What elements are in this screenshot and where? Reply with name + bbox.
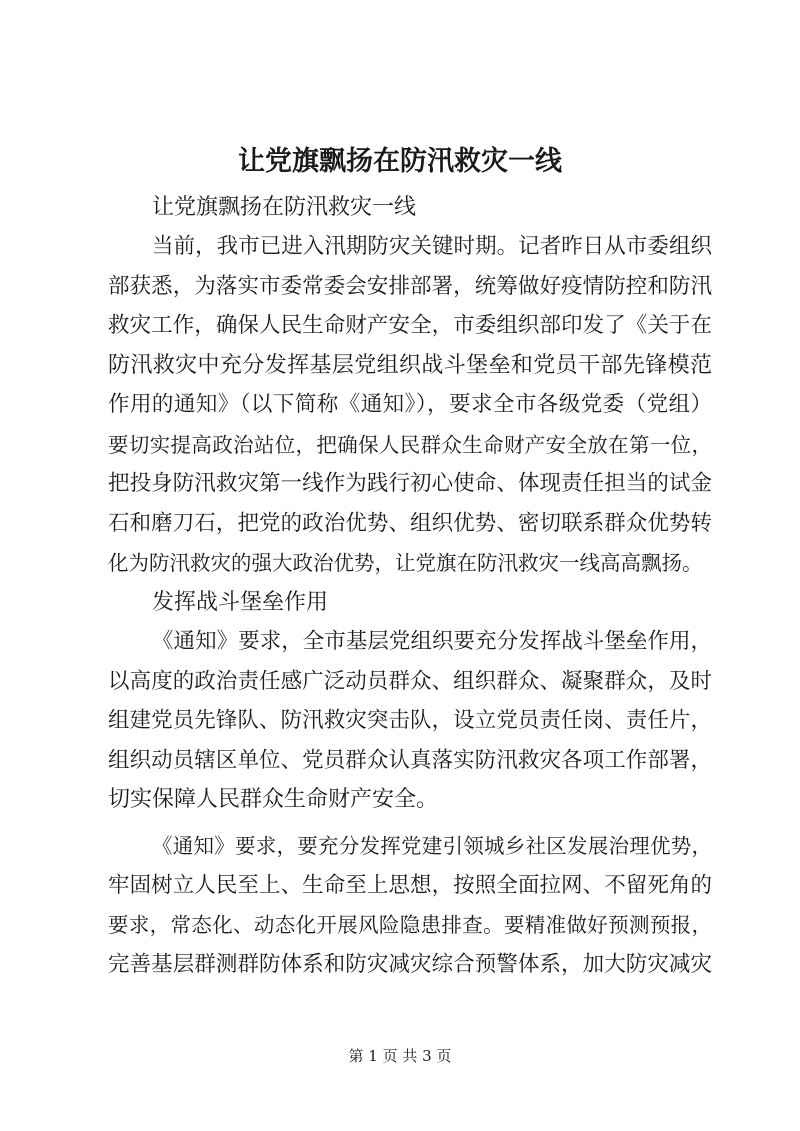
paragraph-line: 《通知》要求，要充分发挥党建引领城乡社区发展治理优势， <box>152 834 712 858</box>
paragraph-line: 化为防汛救灾的强大政治优势，让党旗在防汛救灾一线高高飘扬。 <box>108 551 703 575</box>
paragraph-line: 部获悉，为落实市委常委会安排部署，统筹做好疫情防控和防汛 <box>108 274 712 299</box>
page-number-footer: 第 1 页 共 3 页 <box>348 1047 452 1065</box>
paragraph-line: 牢固树立人民至上、生命至上思想，按照全面拉网、不留死角的 <box>108 873 712 898</box>
paragraph-line: 把投身防汛救灾第一线作为践行初心使命、体现责任担当的试金 <box>108 471 712 496</box>
paragraph-line: 当前，我市已进入汛期防灾关键时期。记者昨日从市委组织 <box>152 234 712 259</box>
paragraph-line: 要求，常态化、动态化开展风险隐患排查。要精准做好预测预报， <box>108 913 712 937</box>
paragraph-line: 组建党员先锋队、防汛救灾突击队，设立党员责任岗、责任片， <box>108 708 712 733</box>
paragraph-line: 救灾工作，确保人民生命财产安全，市委组织部印发了《关于在 <box>108 313 712 338</box>
paragraph-line: 以高度的政治责任感广泛动员群众、组织群众、凝聚群众，及时 <box>108 669 712 694</box>
paragraph-line: 防汛救灾中充分发挥基层党组织战斗堡垒和党员干部先锋模范 <box>108 353 712 378</box>
paragraph-line: 《通知》要求，全市基层党组织要充分发挥战斗堡垒作用， <box>152 629 712 654</box>
document-title: 让党旗飘扬在防汛救灾一线 <box>238 146 562 177</box>
paragraph-line: 切实保障人民群众生命财产安全。 <box>108 787 439 812</box>
paragraph-line: 组织动员辖区单位、党员群众认真落实防汛救灾各项工作部署， <box>108 748 712 773</box>
subtitle-line: 让党旗飘扬在防汛救灾一线 <box>152 195 417 220</box>
paragraph-line: 石和磨刀石，把党的政治优势、组织优势、密切联系群众优势转 <box>108 511 712 536</box>
paragraph-line: 作用的通知》（以下简称《通知》），要求全市各级党委（党组） <box>108 392 712 417</box>
paragraph-line: 完善基层群测群防体系和防灾减灾综合预警体系，加大防灾减灾 <box>108 952 712 977</box>
paragraph-line: 要切实提高政治站位，把确保人民群众生命财产安全放在第一位， <box>108 433 712 457</box>
section-heading: 发挥战斗堡垒作用 <box>152 590 329 615</box>
